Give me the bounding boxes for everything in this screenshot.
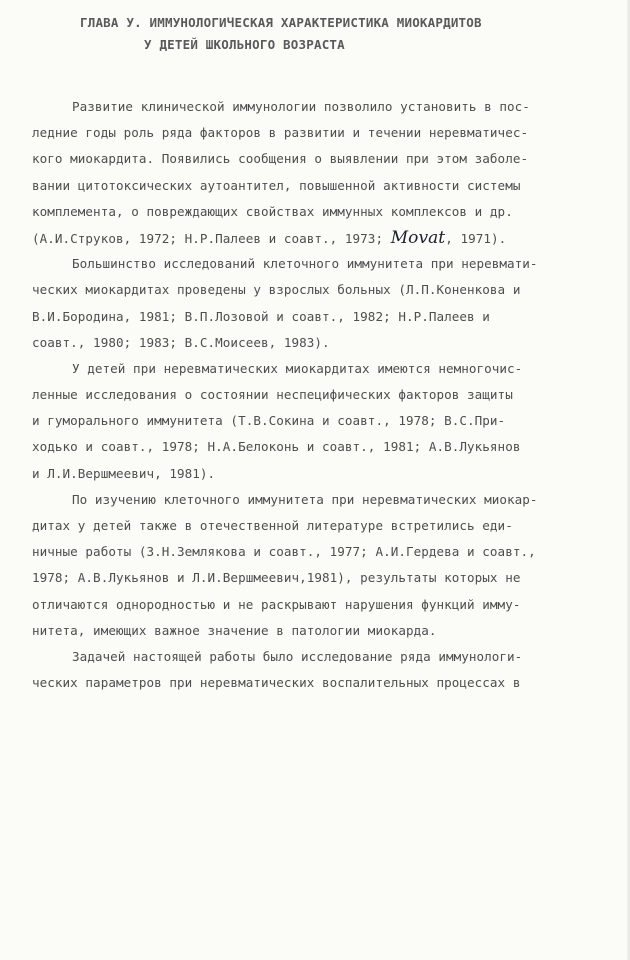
paragraph-5-line-2: ческих параметров при неревматических воспалительных процессах в [32, 675, 521, 691]
chapter-heading-line-2: У ДЕТЕЙ ШКОЛЬНОГО ВОЗРАСТА [144, 37, 345, 52]
paragraph-4-line-5: отличаются однородностью и не раскрывают нарушения функций имму- [32, 596, 521, 612]
citation-text: (А.И.Струков, 1972; Н.Р.Палеев и соавт., 1973; [32, 230, 384, 246]
chapter-heading-line-1: ГЛАВА У. ИММУНОЛОГИЧЕСКАЯ ХАРАКТЕРИСТИКА МИОКАРДИТОВ [80, 15, 482, 30]
paragraph-4-line-2: дитах у детей также в отечественной литературе встретились еди- [32, 518, 513, 533]
paragraph-4-line-3: ничные работы (З.Н.Землякова и соавт., 1977; А.И.Гердева и соавт., [32, 544, 536, 560]
paragraph-5-line-1: Задачей настоящей работы было исследование ряда иммунологи- [72, 648, 523, 664]
paragraph-2-line-3: В.И.Бородина, 1981; В.П.Лозовой и соавт., 1982; Н.Р.Палеев и [32, 308, 490, 324]
paragraph-4-line-4: 1978; А.В.Лукьянов и Л.И.Вершмеевич,1981), результаты которых не [32, 570, 521, 586]
paragraph-1-line-6 [32, 225, 592, 251]
paragraph-1-line-2: ледние годы роль ряда факторов в развитии и течении неревматичес- [32, 125, 529, 141]
paragraph-3-line-2: ленные исследования о состоянии неспецифических факторов защиты [32, 387, 513, 403]
body-text [32, 94, 592, 696]
paragraph-1-line-3: кого миокардита. Появились сообщения о выявлении при этом заболе- [32, 151, 529, 167]
paragraph-1-line-5: комплемента, о повреждающих свойствах иммунных комплексов и др. [32, 203, 513, 219]
paragraph-4-line-1: По изучению клеточного иммунитета при неревматических миокар- [72, 491, 538, 507]
paragraph-1-line-4: вании цитотоксических аутоантител, повышенной активности системы [32, 177, 521, 193]
paragraph-4-line-6: нитета, имеющих важное значение в патологии миокарда. [32, 622, 437, 638]
paragraph-3-line-5: и Л.И.Вершмеевич, 1981). [32, 465, 216, 481]
citation-year: , 1971). [445, 230, 507, 246]
paragraph-2-line-4: соавт., 1980; 1983; В.С.Моисеев, 1983). [32, 334, 330, 350]
paragraph-1-line-1: Развитие клинической иммунологии позволило установить в пос- [72, 99, 530, 114]
handwritten-citation: Movat [390, 227, 446, 248]
paragraph-3-line-4: ходько и соавт., 1978; Н.А.Белоконь и соавт., 1981; А.В.Лукьянов [32, 439, 521, 455]
chapter-heading [80, 12, 600, 56]
paragraph-2-line-2: ческих миокардитах проведены у взрослых больных (Л.П.Коненкова и [32, 282, 521, 298]
paragraph-2-line-1: Большинство исследований клеточного иммунитета при неревмати- [72, 256, 538, 272]
paragraph-3-line-3: и гуморального иммунитета (Т.В.Сокина и соавт., 1978; В.С.При- [32, 413, 506, 429]
paragraph-3-line-1: У детей при неревматических миокардитах имеются немногочис- [72, 360, 523, 376]
